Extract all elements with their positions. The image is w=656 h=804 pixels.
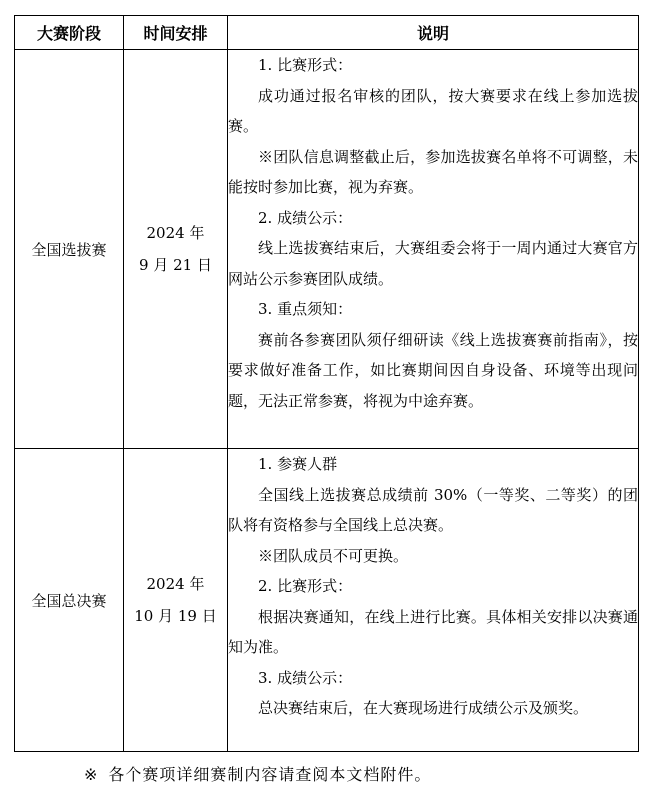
- time-cell: [124, 50, 228, 449]
- time-date: 9 月 21 日: [139, 256, 212, 274]
- time-date: 10 月 19 日: [134, 607, 217, 625]
- desc-line: 2. 成绩公示：: [258, 208, 353, 227]
- footer-note: [84, 762, 431, 785]
- desc-line: 线上选拔赛结束后，大赛组委会将于一周内通过大赛官方网站公示参赛团队成绩。: [228, 239, 638, 288]
- stage-cell: 全国选拔赛: [15, 50, 124, 449]
- desc-line: 2. 比赛形式：: [258, 577, 353, 595]
- desc-line: 根据决赛通知，在线上进行比赛。具体相关安排以决赛通知为准。: [228, 607, 638, 656]
- desc-line: 1. 参赛人群: [258, 455, 338, 473]
- description-cell: [228, 50, 639, 449]
- table-row: [15, 449, 639, 752]
- time-cell: [124, 449, 228, 752]
- desc-line: 3. 成绩公示：: [258, 668, 353, 687]
- desc-line: 3. 重点须知：: [258, 300, 353, 318]
- desc-line: 赛前各参赛团队须仔细研读《线上选拔赛赛前指南》，按要求做好准备工作，如比赛期间因自身设备、环境等出现问题，无法正常参赛，将视为中途弃赛。: [228, 330, 638, 410]
- table-row: [15, 50, 639, 449]
- desc-line: 1. 比赛形式：: [258, 56, 353, 74]
- desc-line: ※团队信息调整截止后，参加选拔赛名单将不可调整，未能按时参加比赛，视为弃赛。: [228, 147, 638, 196]
- desc-line: ※团队成员不可更换。: [258, 546, 409, 565]
- reference-mark: ※: [84, 765, 99, 784]
- desc-line: 全国线上选拔赛总成绩前 30%（一等奖、二等奖）的团队将有资格参与全国线上总决赛。: [228, 485, 638, 534]
- desc-line: 总决赛结束后，在大赛现场进行成绩公示及颁奖。: [258, 699, 589, 717]
- time-year: 2024 年: [146, 575, 205, 593]
- header-description: 说明: [228, 16, 639, 50]
- header-time: 时间安排: [124, 16, 228, 50]
- desc-line: 成功通过报名审核的团队，按大赛要求在线上参加选拔赛。: [228, 86, 638, 135]
- header-row: [15, 16, 639, 50]
- footer-note-text: 各个赛项详细赛制内容请查阅本文档附件。: [108, 765, 432, 784]
- schedule-table: [14, 15, 639, 752]
- stage-cell: 全国总决赛: [15, 449, 124, 752]
- time-year: 2024 年: [146, 224, 205, 242]
- description-cell: [228, 449, 639, 752]
- header-stage: 大赛阶段: [15, 16, 124, 50]
